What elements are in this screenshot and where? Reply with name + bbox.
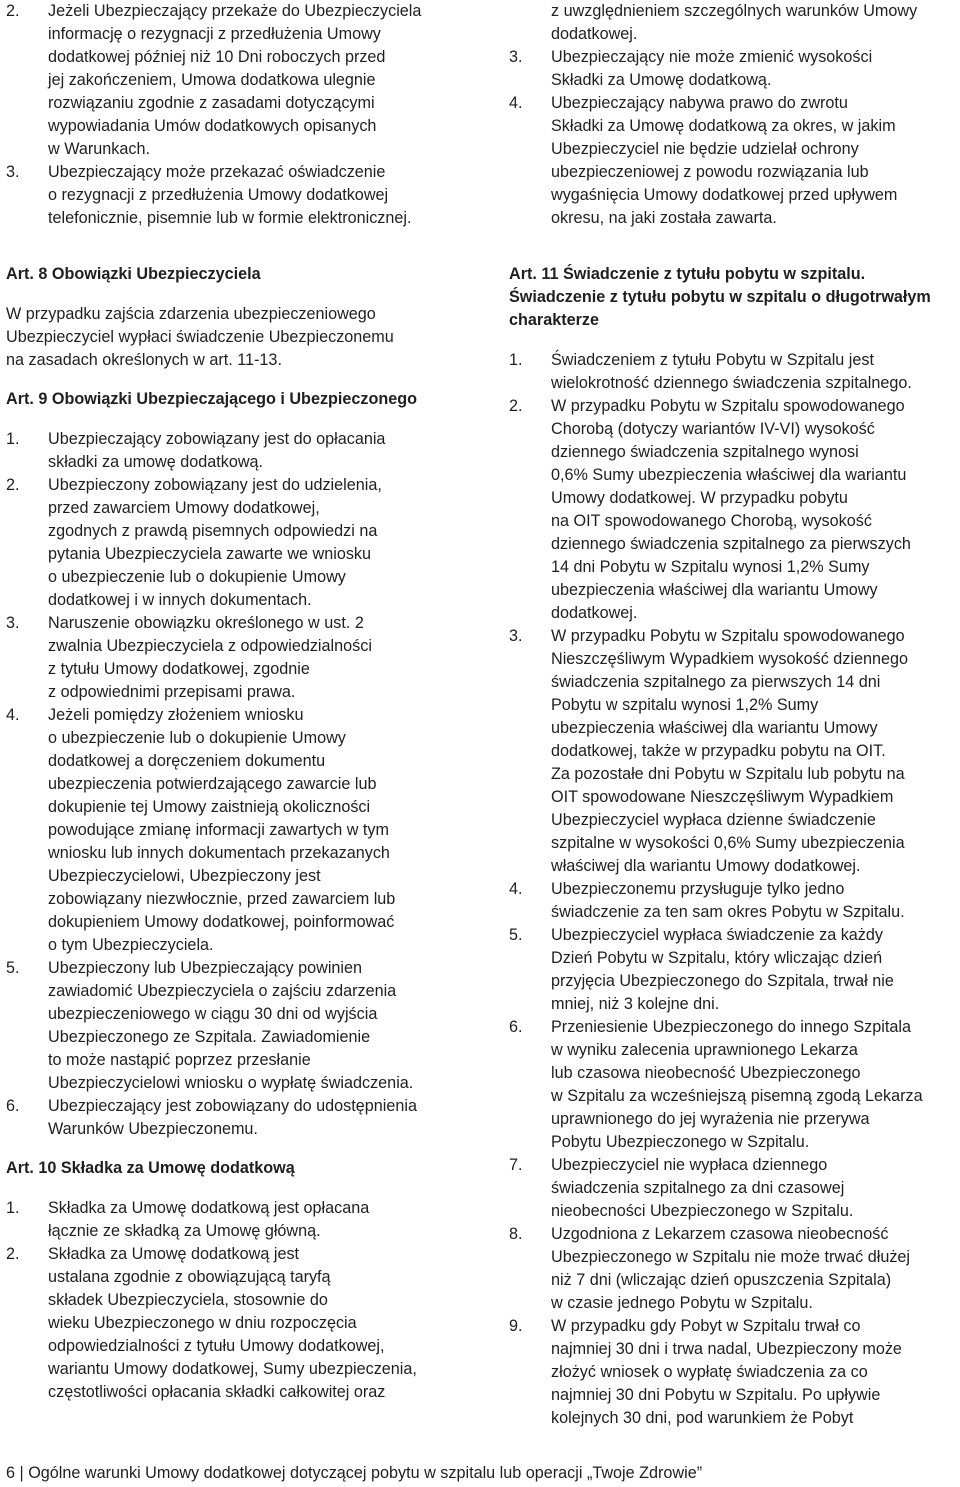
item-text: W przypadku gdy Pobyt w Szpitalu trwał co najmniej 30 dni i trwa nadal, Ubezpieczony może złożyć wniosek o wypłatę świadczenia za co najmniej 30 dni Pobytu w Szpitalu. Po upływie kolejnych 30 dni, pod warunkiem że Pobyt <box>551 1317 902 1427</box>
item-text: W przypadku Pobytu w Szpitalu spowodowanego Chorobą (dotyczy wariantów IV-VI) wysokość dziennego świadczenia szpitalnego wynosi 0,6% Sumy ubezpieczenia właściwej dla wariantu Umowy dodatkowej. W przypadku pobytu na OIT spowodowanego Chorobą, wysokość dziennego świadczenia szpitalnego za pierwszych 14 dni Pobytu w Szpitalu wynosi 1,2% Sumy ubezpieczenia właściwej dla wariantu Umowy dodatkowej. <box>551 397 911 622</box>
item-number: 3. <box>509 48 523 66</box>
list-item <box>509 924 960 1016</box>
item-text: Ubezpieczający może przekazać oświadczenie o rezygnacji z przedłużenia Umowy dodatkowej telefonicznie, pisemnie lub w formie elektronicznej. <box>48 163 412 227</box>
item-number: 4. <box>6 706 20 724</box>
list-item <box>509 92 960 230</box>
item-number: 6. <box>6 1097 20 1115</box>
item-text: Ubezpieczyciel wypłaca świadczenie za każdy Dzień Pobytu w Szpitalu, który wliczając dzień przyjęcia Ubezpieczonego do Szpitala, trwał nie mniej, niż 3 kolejne dni. <box>551 926 894 1013</box>
item-text: W przypadku Pobytu w Szpitalu spowodowanego Nieszczęśliwym Wypadkiem wysokość dziennego świadczenia szpitalnego za pierwszych 14 dni Pobytu w szpitalu wynosi 1,2% Sumy ubezpieczenia właściwej dla wariantu Umowy dodatkowej, także w przypadku pobytu na OIT. Za pozostałe dni Pobytu w Szpitalu lub pobytu na OIT spowodowane Nieszczęśliwym Wypadkiem Ubezpieczyciel wypłaca dzienne świadczenie szpitalne w wysokości 0,6% Sumy ubezpieczenia właściwej dla wariantu Umowy dodatkowej. <box>551 627 909 875</box>
list-item <box>509 1223 960 1315</box>
item-text: Uzgodniona z Lekarzem czasowa nieobecność Ubezpieczonego w Szpitalu nie może trwać dłużej niż 7 dni (wliczając dzień opuszczenia Szpitala) w czasie jednego Pobytu w Szpitalu. <box>551 1225 911 1312</box>
list-item <box>6 957 476 1095</box>
list-item <box>509 46 960 92</box>
item-text: Ubezpieczonemu przysługuje tylko jedno świadczenie za ten sam okres Pobytu w Szpitalu. <box>551 880 905 921</box>
item-text: Składka za Umowę dodatkową jest opłacana łącznie ze składką za Umowę główną. <box>48 1199 370 1240</box>
item-text: Ubezpieczający jest zobowiązany do udostępnienia Warunków Ubezpieczonemu. <box>48 1097 417 1138</box>
left-column <box>6 0 476 1404</box>
item-text: Jeżeli Ubezpieczający przekaże do Ubezpieczyciela informację o rezygnacji z przedłużenia Umowy dodatkowej później niż 10 Dni roboczych przed jej zakończeniem, Umowa dodatkowa ulegnie rozwiązaniu zgodnie z zasadami dotyczącymi wypowiadania Umów dodatkowych opisanych w Warunkach. <box>48 2 422 158</box>
list-item <box>509 1154 960 1223</box>
list-item <box>509 1016 960 1154</box>
item-text: Ubezpieczający nie może zmienić wysokości Składki za Umowę dodatkową. <box>551 48 873 89</box>
list-item <box>509 395 960 625</box>
item-number: 4. <box>509 94 523 112</box>
item-number: 5. <box>509 926 523 944</box>
item-text: Ubezpieczony zobowiązany jest do udzielenia, przed zawarciem Umowy dodatkowej, zgodnych z prawdą pisemnych odpowiedzi na pytania Ubezpieczyciela zawarte we wniosku o ubezpieczenie lub o dokupienie Umowy dodatkowej i w innych dokumentach. <box>48 476 382 609</box>
list-item <box>509 349 960 395</box>
item-number: 6. <box>509 1018 523 1036</box>
item-number: 2. <box>6 1245 20 1263</box>
item-number: 4. <box>509 880 523 898</box>
item-number: 3. <box>509 627 523 645</box>
list-item <box>509 878 960 924</box>
item-number: 1. <box>509 351 523 369</box>
list-item <box>6 704 476 957</box>
item-text: Składka za Umowę dodatkową jest ustalana zgodnie z obowiązującą taryfą składek Ubezpieczyciela, stosownie do wieku Ubezpieczonego w dniu rozpoczęcia odpowiedzialności z tytułu Umowy dodatkowej, wariantu Umowy dodatkowej, Sumy ubezpieczenia, częstotliwości opłacania składki całkowitej oraz <box>48 1245 417 1401</box>
article-8-paragraph: W przypadku zajścia zdarzenia ubezpieczeniowego Ubezpieczyciel wypłaci świadczenie Ubezpieczonemu na zasadach określonych w art. 11-13. <box>6 305 394 369</box>
article-10-heading: Art. 10 Składka za Umowę dodatkową <box>6 1159 295 1177</box>
list-item <box>509 1315 960 1430</box>
article-11-heading: Art. 11 Świadczenie z tytułu pobytu w szpitalu. Świadczenie z tytułu pobytu w szpitalu o długotrwałym charakterze <box>509 265 931 329</box>
item-text: Przeniesienie Ubezpieczonego do innego Szpitala w wyniku zalecenia uprawnionego Lekarza lub czasowa nieobecność Ubezpieczonego w Szpitalu za wcześniejszą pisemną zgodą Lekarza uprawnionego do jej wyrażenia nie przerywa Pobytu Ubezpieczonego w Szpitalu. <box>551 1018 923 1151</box>
item-text: Jeżeli pomiędzy złożeniem wniosku o ubezpieczenie lub o dokupienie Umowy dodatkowej a doręczeniem dokumentu ubezpieczenia potwierdzającego zawarcie lub dokupienie tej Umowy zaistnieją okoliczności powodujące zmianę informacji zawartych w tym wniosku lub innych dokumentach przekazanych Ubezpieczycielowi, Ubezpieczony jest zobowiązany niezwłocznie, przed zawarciem lub dokupieniem Umowy dodatkowej, poinformować o tym Ubezpieczyciela. <box>48 706 396 954</box>
continuation-text: z uwzględnieniem szczególnych warunków Umowy dodatkowej. <box>551 2 918 43</box>
item-text: Ubezpieczający nabywa prawo do zwrotu Składki za Umowę dodatkową za okres, w jakim Ubezpieczyciel nie będzie udzielał ochrony ubezpieczeniowej z powodu rozwiązania lub wygaśnięcia Umowy dodatkowej przed upływem okresu, na jaki została zawarta. <box>551 94 898 227</box>
page-footer: 6 | Ogólne warunki Umowy dodatkowej dotyczącej pobytu w szpitalu lub operacji „Twoje Zdrowie” <box>6 1464 703 1482</box>
list-item <box>6 1197 476 1243</box>
item-text: Ubezpieczony lub Ubezpieczający powinien zawiadomić Ubezpieczyciela o zajściu zdarzenia ubezpieczeniowego w ciągu 30 dni od wyjścia Ubezpieczonego ze Szpitala. Zawiadomienie to może nastąpić poprzez przesłanie Ubezpieczycielowi wniosku o wypłatę świadczenia. <box>48 959 414 1092</box>
item-number: 3. <box>6 163 20 181</box>
item-text: Świadczeniem z tytułu Pobytu w Szpitalu jest wielokrotność dziennego świadczenia szpitalnego. <box>551 351 912 392</box>
item-number: 9. <box>509 1317 523 1335</box>
item-number: 1. <box>6 430 20 448</box>
item-number: 8. <box>509 1225 523 1243</box>
list-item <box>6 612 476 704</box>
item-number: 2. <box>6 2 20 20</box>
list-item <box>509 625 960 878</box>
item-number: 7. <box>509 1156 523 1174</box>
list-item <box>6 0 476 161</box>
item-number: 5. <box>6 959 20 977</box>
list-item <box>6 428 476 474</box>
item-text: Naruszenie obowiązku określonego w ust. 2 zwalnia Ubezpieczyciela z odpowiedzialności z tytułu Umowy dodatkowej, zgodnie z odpowiednimi przepisami prawa. <box>48 614 372 701</box>
item-number: 2. <box>6 476 20 494</box>
item-text: Ubezpieczyciel nie wypłaca dziennego świadczenia szpitalnego za dni czasowej nieobecności Ubezpieczonego w Szpitalu. <box>551 1156 854 1220</box>
item-number: 1. <box>6 1199 20 1217</box>
right-column <box>509 0 960 1430</box>
item-number: 3. <box>6 614 20 632</box>
list-item <box>509 0 960 46</box>
list-item <box>6 1095 476 1141</box>
article-8-heading: Art. 8 Obowiązki Ubezpieczyciela <box>6 265 261 283</box>
list-item <box>6 161 476 230</box>
item-text: Ubezpieczający zobowiązany jest do opłacania składki za umowę dodatkową. <box>48 430 386 471</box>
article-9-heading: Art. 9 Obowiązki Ubezpieczającego i Ubezpieczonego <box>6 390 418 408</box>
item-number: 2. <box>509 397 523 415</box>
list-item <box>6 474 476 612</box>
list-item <box>6 1243 476 1404</box>
